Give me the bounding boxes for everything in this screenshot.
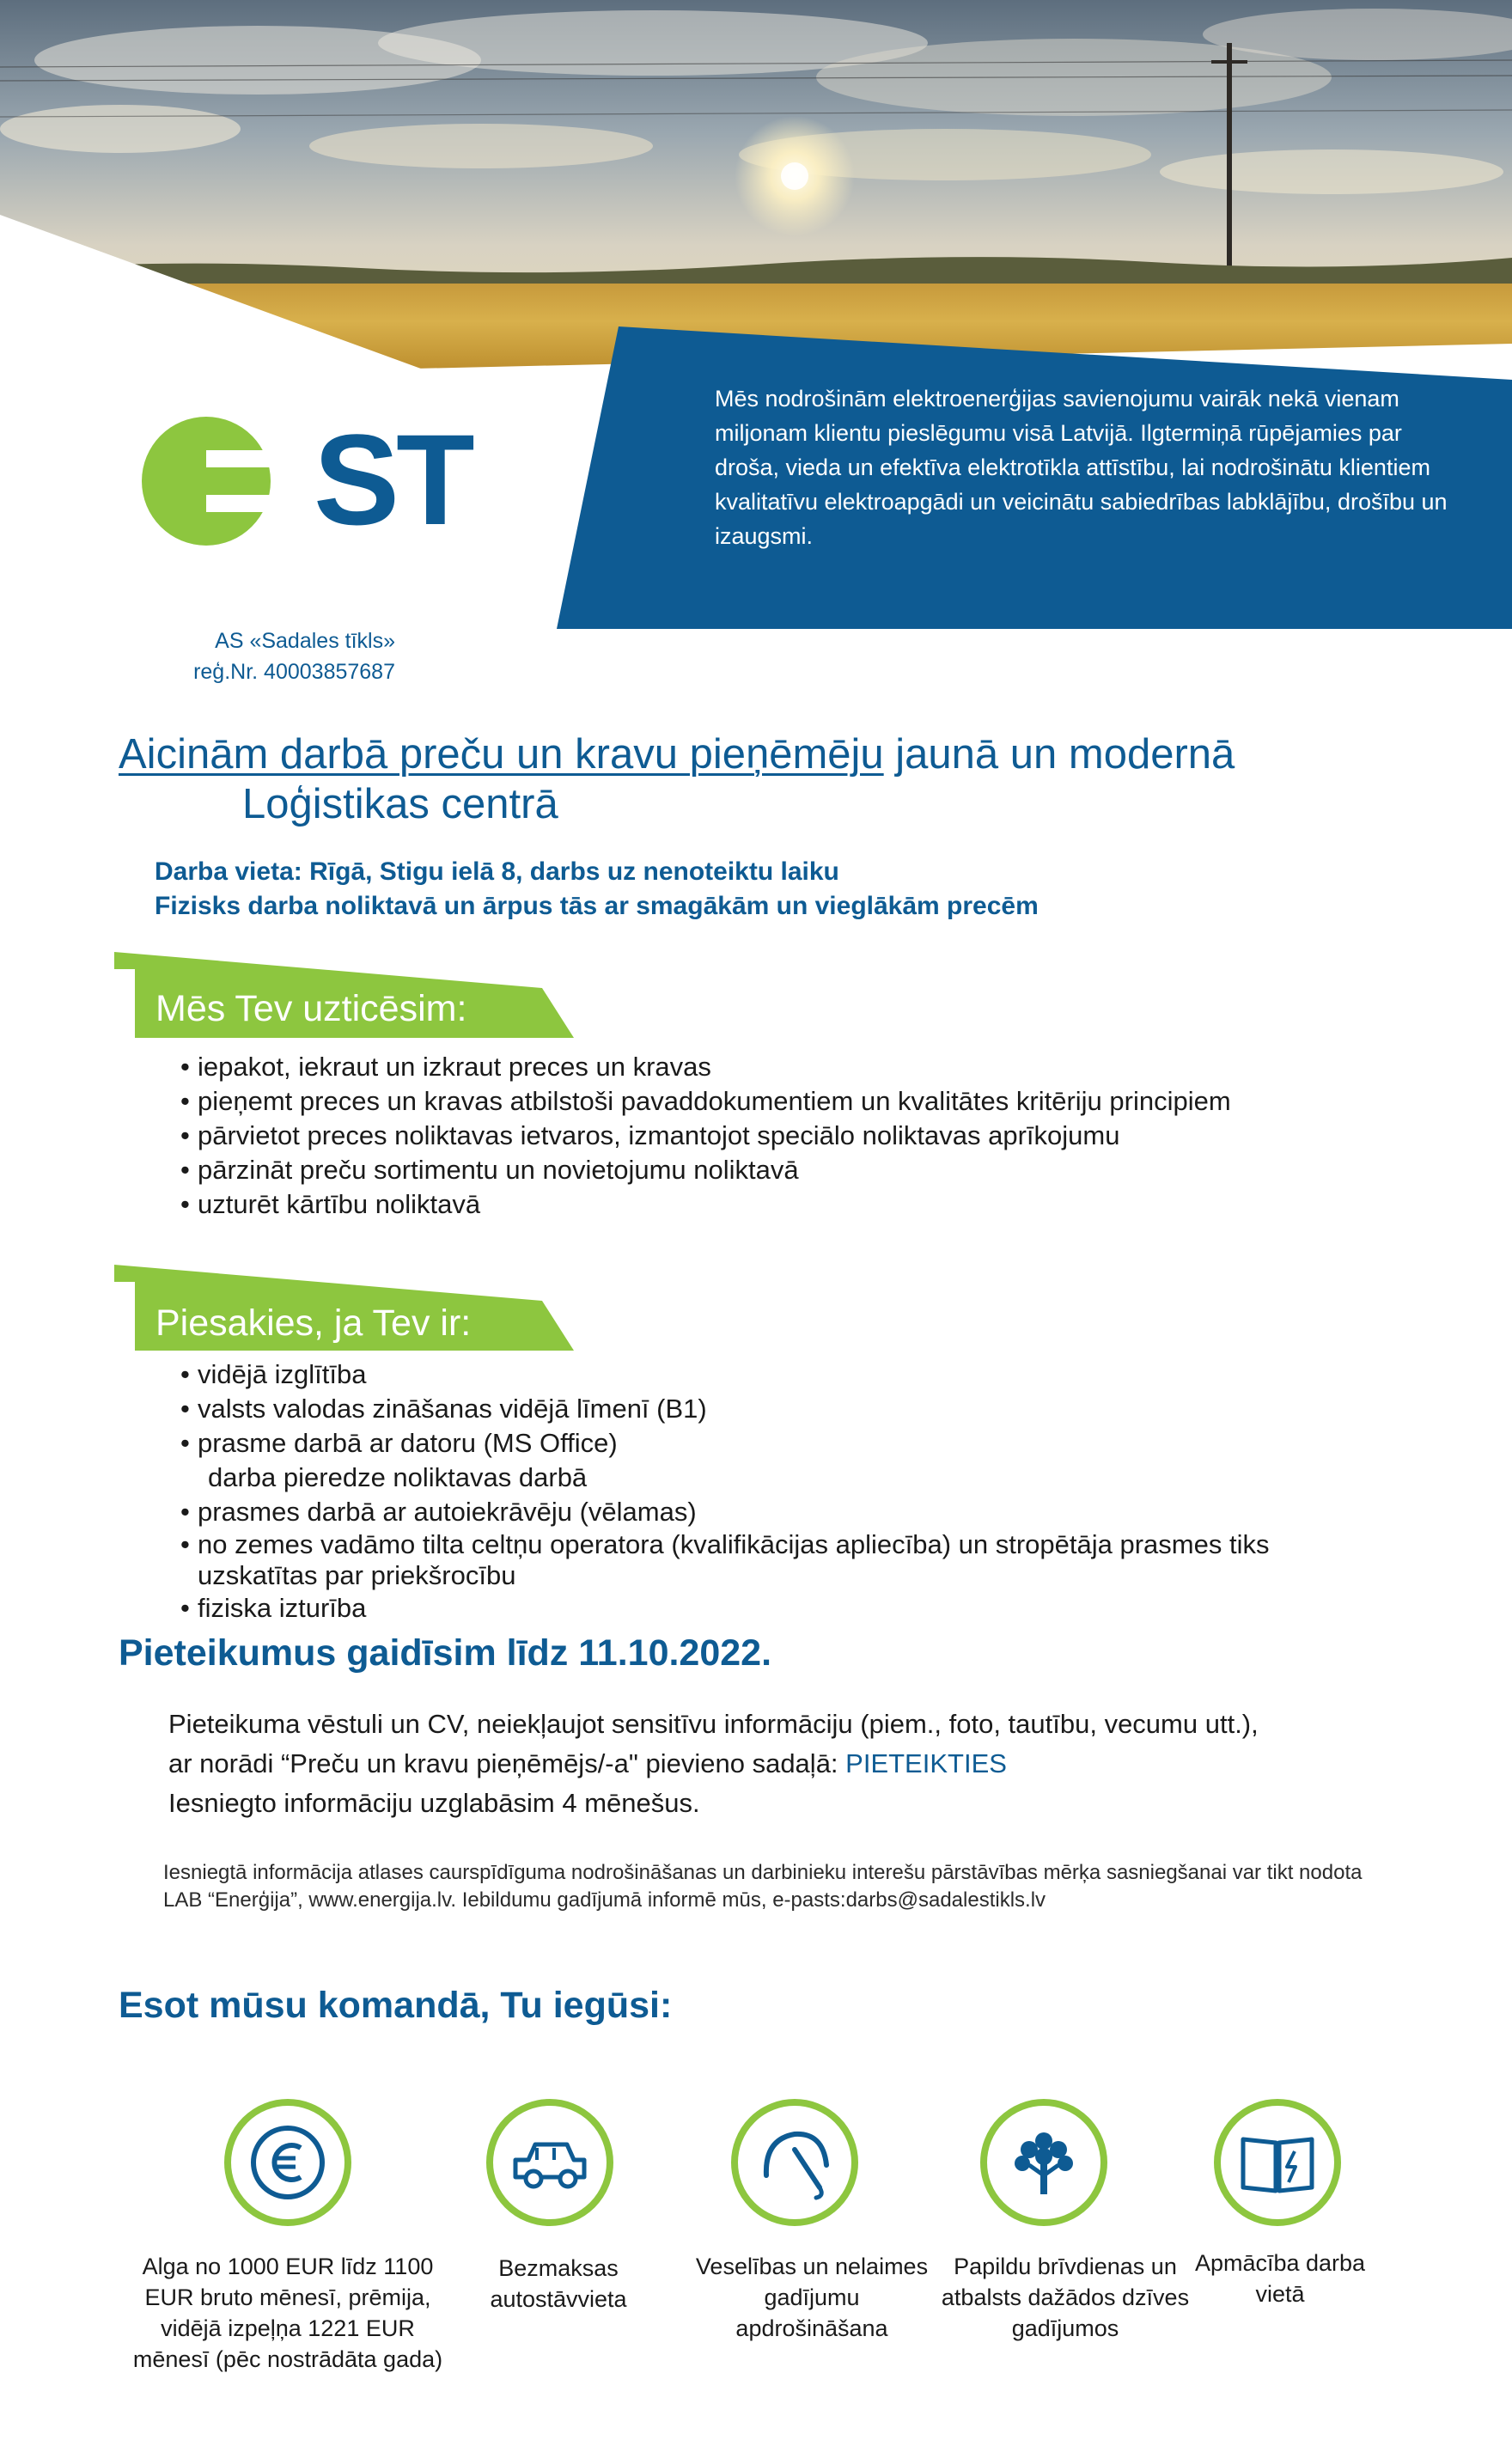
list-item: • uzturēt kārtību noliktavā <box>180 1189 481 1219</box>
page-title-line-2: Loģistikas centrā <box>242 781 558 827</box>
duties-header <box>114 952 578 1038</box>
intro-banner-text: Mēs nodrošinām elektroenerģijas savienojumu vairāk nekā vienam miljonam klientu pieslēgumu visā Latvijā. Ilgtermiņā rūpējamies par droša, vieda un efektīva elektrotīkla attīstību, lai nodrošinātu klientiem kvalitatīvu elektroapgādi un veicinātu sabiedrības labklājību, drošību un izaugsmi. <box>715 386 1448 549</box>
privacy-notice: Iesniegtā informācija atlases caurspīdīguma nodrošināšanas un darbinieku interešu pārstāvības mērķa sasniegšanai var tikt nodota LAB “Enerģija”, www.energija.lv. Iebildumu gadījumā informē mūs, e-pasts:darbs@sadalestikls.lv <box>163 1861 1363 1912</box>
umbrella-icon <box>730 2098 859 2227</box>
page-title <box>119 730 1235 778</box>
list-item-continuation: darba pieredze noliktavas darbā <box>208 1462 588 1492</box>
apply-instructions <box>168 1705 1259 1823</box>
list-item: • no zemes vadāmo tilta celtņu operatora (kvalifikācijas apliecība) un stropētāja prasmes tiks uzskatītas par priekšrocību <box>180 1529 1270 1590</box>
euro-icon <box>223 2098 352 2227</box>
list-item: • pieņemt preces un kravas atbilstoši pavaddokumentiem un kvalitātes kritēriju principiem <box>180 1086 1231 1116</box>
duties-list <box>180 1050 1231 1222</box>
tree-icon <box>979 2098 1108 2227</box>
benefit-parking-label: Bezmaksas autostāvvieta <box>490 2255 627 2312</box>
car-icon <box>485 2098 614 2227</box>
requirements-header <box>114 1265 578 1351</box>
apply-line-1: Pieteikuma vēstuli un CV, neiekļaujot sensitīvu informāciju (piem., foto, tautību, vecumu utt.), <box>168 1709 1259 1739</box>
book-icon <box>1213 2098 1342 2227</box>
requirements-list <box>180 1357 1383 1626</box>
list-item: • fiziska izturība <box>180 1593 367 1623</box>
job-title-link[interactable]: Aicinām darbā preču un kravu pieņēmēju <box>119 731 884 778</box>
apply-line-3: Iesniegto informāciju uzglabāsim 4 mēnešus. <box>168 1788 700 1818</box>
list-item: • iepakot, iekraut un izkraut preces un kravas <box>180 1052 711 1082</box>
list-item: • prasme darbā ar datoru (MS Office) <box>180 1428 618 1458</box>
duties-heading: Mēs Tev uzticēsim: <box>155 988 467 1029</box>
benefit-salary-label: Alga no 1000 EUR līdz 1100 EUR bruto mēnesī, prēmija, vidējā izpeļņa 1221 EUR mēnesī (pēc nostrādāta gada) <box>132 2254 443 2372</box>
benefit-holidays-label: Papildu brīvdienas un atbalsts dažādos dzīves gadījumos <box>941 2254 1190 2341</box>
company-reg-number: reģ.Nr. 40003857687 <box>193 660 395 684</box>
list-item: • pārzināt preču sortimentu un novietojumu noliktavā <box>180 1155 799 1185</box>
benefits-heading: Esot mūsu komandā, Tu iegūsi: <box>119 1985 673 2026</box>
logo-wordmark: ST <box>314 407 472 552</box>
company-info <box>129 625 395 687</box>
list-item: • pārvietot preces noliktavas ietvaros, izmantojot speciālo noliktavas aprīkojumu <box>180 1120 1120 1150</box>
list-item: • valsts valodas zināšanas vidējā līmenī (B1) <box>180 1394 707 1424</box>
work-nature: Fizisks darba noliktavā un ārpus tās ar smagākām un vieglākām precēm <box>155 892 1039 920</box>
application-deadline: Pieteikumus gaidīsim līdz 11.10.2022. <box>119 1632 772 1674</box>
apply-line-2: ar norādi “Preču un kravu pieņēmējs/-a" pievieno sadaļā: PIETEIKTIES <box>168 1748 1007 1778</box>
benefit-training-label: Apmācība darba vietā <box>1194 2250 1366 2307</box>
list-item: • vidējā izglītība <box>180 1359 367 1389</box>
company-name: AS «Sadales tīkls» <box>215 629 395 653</box>
apply-link[interactable]: PIETEIKTIES <box>845 1748 1007 1778</box>
benefit-insurance-label: Veselības un nelaimes gadījumu apdrošināšana <box>695 2254 929 2341</box>
list-item: • prasmes darbā ar autoiekrāvēju (vēlamas) <box>180 1497 697 1527</box>
work-place: Darba vieta: Rīgā, Stigu ielā 8, darbs uz nenoteiktu laiku <box>155 857 839 886</box>
title-rest: jaunā un modernā <box>883 731 1235 778</box>
hero-photo-field-sky <box>0 0 1512 378</box>
requirements-heading: Piesakies, ja Tev ir: <box>155 1302 472 1344</box>
